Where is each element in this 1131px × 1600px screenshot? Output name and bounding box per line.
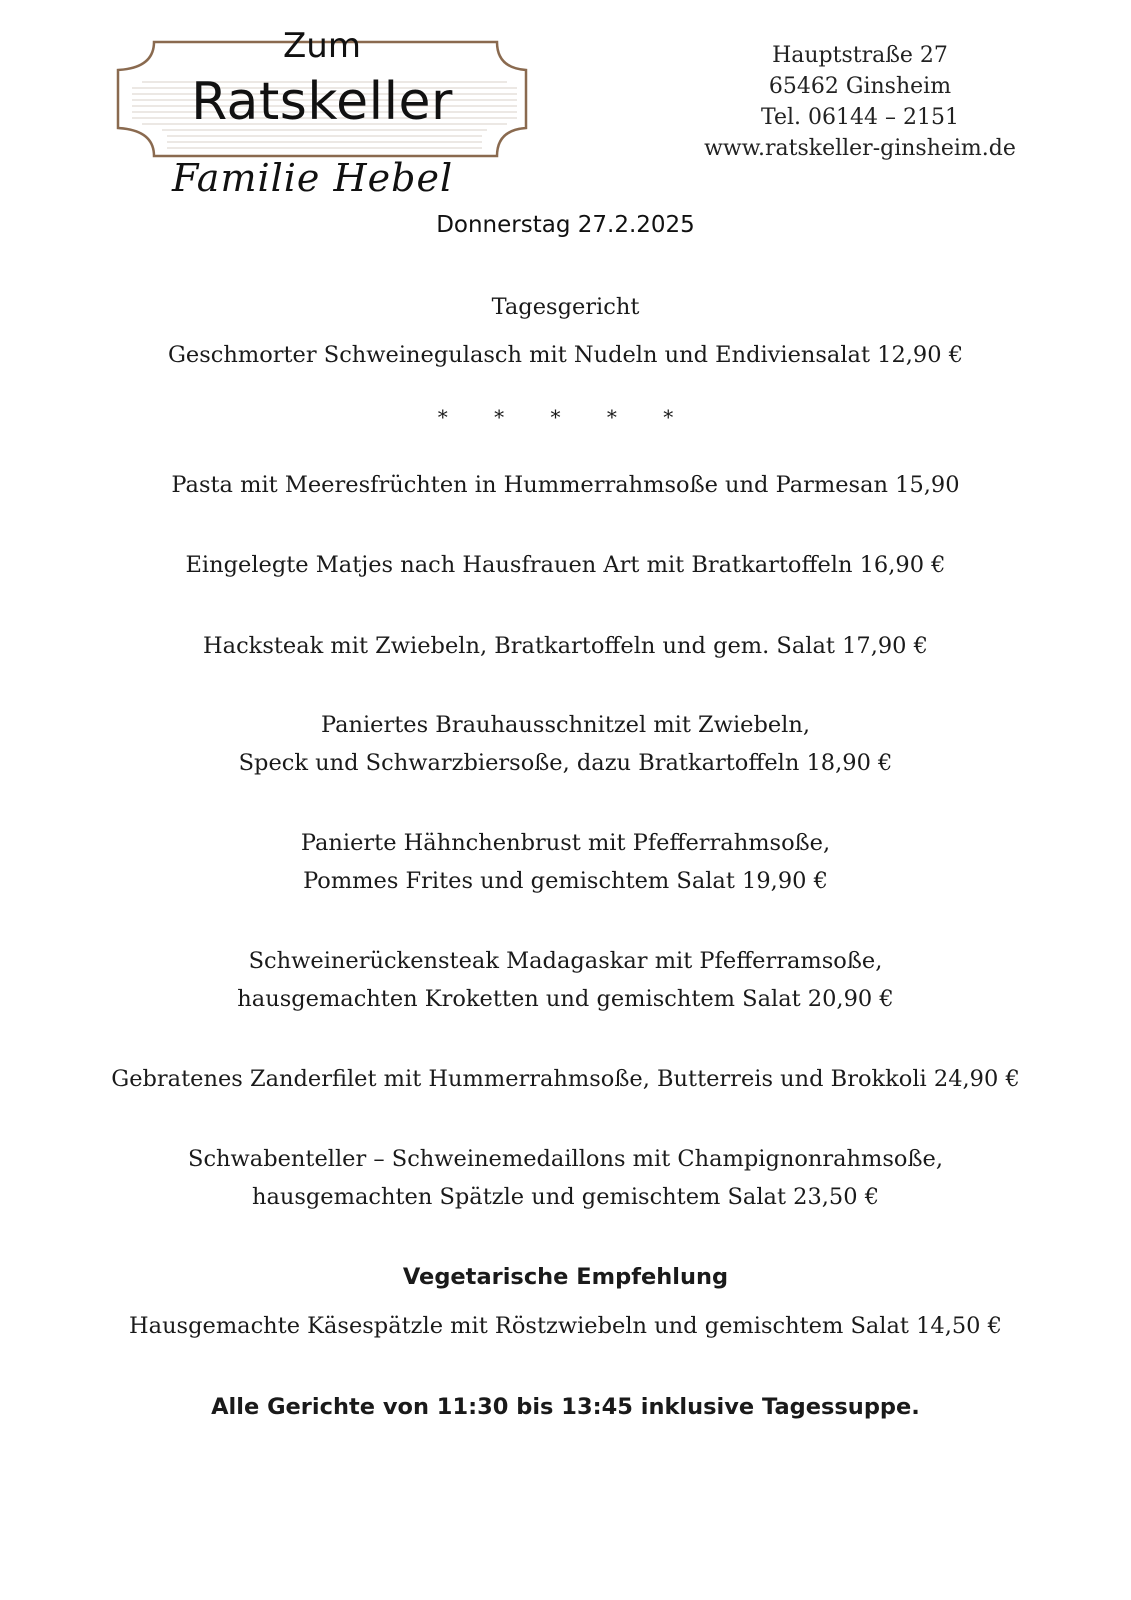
dish-3: Hacksteak mit Zwiebeln, Bratkartoffeln und gem. Salat 17,90 €	[203, 633, 928, 659]
dish-5-line1: Panierte Hähnchenbrust mit Pfefferrahmsoße,	[300, 830, 831, 856]
dish-1: Pasta mit Meeresfrüchten in Hummerrahmsoße und Parmesan 15,90	[171, 472, 960, 498]
restaurant-logo	[112, 24, 542, 204]
address-street: Hauptstraße 27	[772, 43, 948, 68]
footer-note: Alle Gerichte von 11:30 bis 13:45 inklusive Tagessuppe.	[211, 1394, 920, 1420]
logo-family-signature: Familie Hebel	[172, 156, 454, 200]
logo-prefix: Zum	[283, 26, 361, 66]
restaurant-address	[690, 40, 1030, 164]
dish-5-line2: Pommes Frites und gemischtem Salat 19,90 €	[303, 868, 828, 894]
dish-8-line2: hausgemachten Spätzle und gemischtem Salat 23,50 €	[251, 1184, 880, 1210]
dish-6-line1: Schweinerückensteak Madagaskar mit Pfefferramsoße,	[248, 948, 883, 974]
daily-dish-heading: Tagesgericht	[491, 294, 640, 320]
address-city: 65462 Ginsheim	[768, 74, 952, 99]
address-phone: Tel. 06144 – 2151	[761, 105, 959, 130]
vegetarian-heading: Vegetarische Empfehlung	[402, 1264, 729, 1290]
separator-stars: * * * * *	[437, 405, 694, 429]
logo-name: Ratskeller	[191, 72, 453, 132]
dish-7: Gebratenes Zanderfilet mit Hummerrahmsoße, Butterreis und Brokkoli 24,90 €	[111, 1066, 1020, 1092]
vegetarian-text: Hausgemachte Käsespätzle mit Röstzwiebeln und gemischtem Salat 14,50 €	[129, 1313, 1002, 1339]
dish-4-line2: Speck und Schwarzbiersoße, dazu Bratkartoffeln 18,90 €	[238, 750, 893, 776]
dish-8-line1: Schwabenteller – Schweinemedaillons mit Champignonrahmsoße,	[188, 1146, 943, 1172]
address-website: www.ratskeller-ginsheim.de	[704, 136, 1016, 161]
dish-2: Eingelegte Matjes nach Hausfrauen Art mit Bratkartoffeln 16,90 €	[185, 552, 946, 578]
menu-date: Donnerstag 27.2.2025	[436, 212, 695, 238]
daily-dish-text: Geschmorter Schweinegulasch mit Nudeln und Endiviensalat 12,90 €	[167, 342, 964, 368]
dish-4-line1: Paniertes Brauhausschnitzel mit Zwiebeln,	[320, 712, 811, 738]
dish-6-line2: hausgemachten Kroketten und gemischtem Salat 20,90 €	[237, 986, 894, 1012]
